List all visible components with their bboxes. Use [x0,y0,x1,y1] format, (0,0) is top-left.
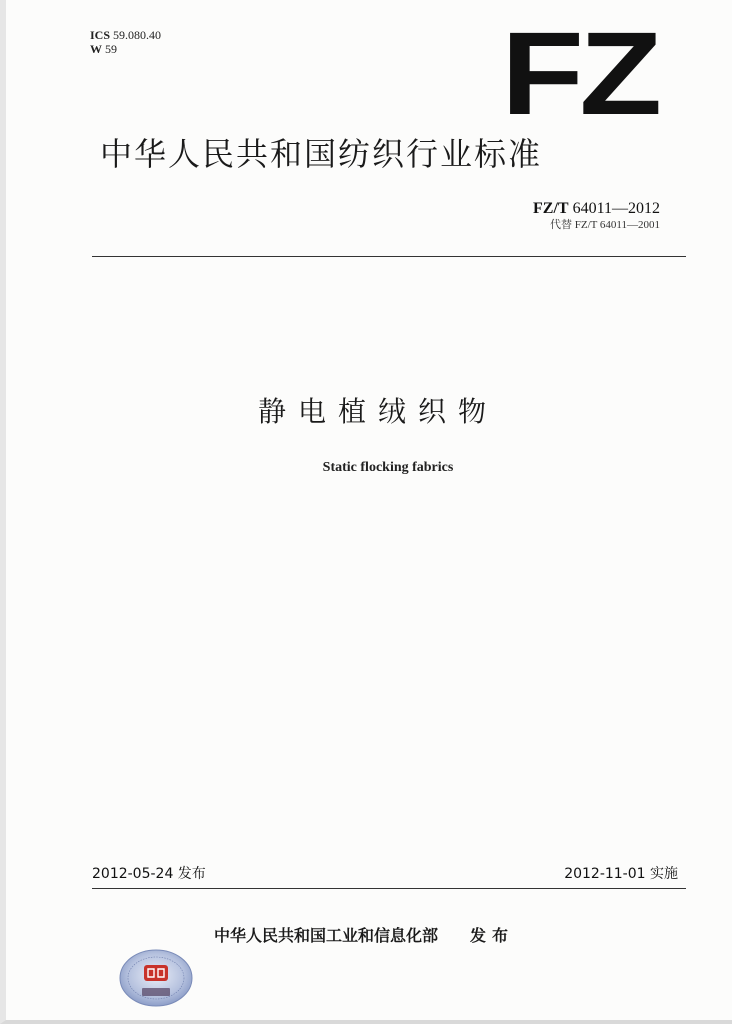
ccs-code: W 59 [90,42,117,56]
publisher-name: 中华人民共和国工业和信息化部 [214,926,439,945]
ics-code: ICS 59.080.40 [90,28,162,42]
standard-number: FZ/T 64011—2012 [533,200,660,217]
top-divider [92,256,686,257]
organization-title: 中华人民共和国纺织行业标准 [100,135,543,173]
standard-code [533,200,660,232]
publisher [214,925,514,947]
fz-logo: FZ [501,8,658,140]
release-date: 2012-05-24 发布 [92,866,206,882]
replaces-standard: 代替 FZ/T 64011—2001 [549,219,660,231]
publisher-issued: 发布 [470,926,515,945]
classification-codes [90,28,161,56]
bottom-divider [92,888,686,889]
anti-counterfeit-seal-icon [118,948,194,1008]
implementation-date: 2012-11-01 实施 [564,866,678,882]
english-title: Static flocking fabrics [322,460,454,475]
chinese-title: 静电植绒织物 [257,395,498,428]
